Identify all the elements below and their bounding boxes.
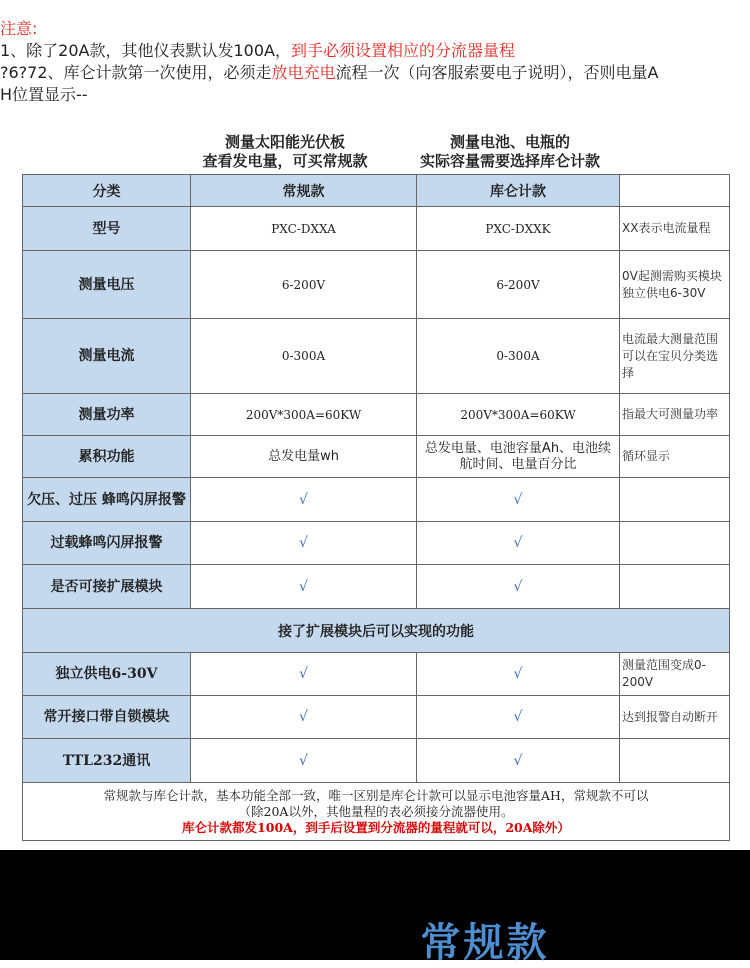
check-icon: √ bbox=[191, 696, 417, 739]
footer-line1: 常规款与库仑计款，基本功能全部一致，唯一区别是库仑计款可以显示电池容量AH，常规款不可以 bbox=[103, 787, 649, 803]
check-icon: √ bbox=[191, 478, 417, 522]
check-icon: √ bbox=[191, 565, 417, 609]
check-icon: √ bbox=[417, 478, 620, 522]
row-label: 独立供电6-30V bbox=[23, 653, 191, 696]
check-icon: √ bbox=[417, 696, 620, 739]
row-label: 型号 bbox=[23, 207, 191, 251]
header-regular-desc bbox=[185, 133, 385, 171]
cell-regular: 6-200V bbox=[191, 251, 417, 319]
table-row bbox=[23, 739, 730, 783]
row-label: 欠压、过压 蜂鸣闪屏报警 bbox=[23, 478, 191, 522]
table-headers bbox=[0, 133, 750, 173]
table-row bbox=[23, 251, 730, 319]
notice-line2-highlight: 放电充电 bbox=[271, 63, 336, 82]
col-coulomb-header: 库仑计款 bbox=[417, 175, 620, 207]
row-label: 测量电流 bbox=[23, 319, 191, 394]
cell-regular: PXC-DXXA bbox=[191, 207, 417, 251]
table-row bbox=[23, 653, 730, 696]
cell-coulomb: 6-200V bbox=[417, 251, 620, 319]
check-icon: √ bbox=[191, 739, 417, 783]
cell-note: 指最大可测量功率 bbox=[620, 394, 730, 436]
cell-note bbox=[620, 522, 730, 565]
footer-row bbox=[23, 783, 730, 841]
row-label: 累积功能 bbox=[23, 436, 191, 478]
check-icon: √ bbox=[417, 739, 620, 783]
banner-title: 常规款 bbox=[420, 920, 550, 966]
cell-note: 达到报警自动断开 bbox=[620, 696, 730, 739]
row-label: 测量功率 bbox=[23, 394, 191, 436]
cell-note: 循环显示 bbox=[620, 436, 730, 478]
table-row bbox=[23, 478, 730, 522]
header-coulomb-line1: 测量电池、电瓶的 bbox=[449, 133, 570, 151]
table-row bbox=[23, 207, 730, 251]
cell-coulomb: 200V*300A=60KW bbox=[417, 394, 620, 436]
notice-title: 注意: bbox=[0, 19, 38, 38]
cell-regular: 总发电量wh bbox=[191, 436, 417, 478]
section-title: 接了扩展模块后可以实现的功能 bbox=[23, 609, 730, 653]
cell-coulomb: 0-300A bbox=[417, 319, 620, 394]
cell-note bbox=[620, 739, 730, 783]
notice-block bbox=[0, 18, 750, 106]
cell-note: 电流最大测量范围可以在宝贝分类选择 bbox=[620, 319, 730, 394]
col-regular-header: 常规款 bbox=[191, 175, 417, 207]
table-row bbox=[23, 565, 730, 609]
notice-line2-text: ?6?72、库仑计款第一次使用，必须走 bbox=[0, 63, 272, 82]
row-label: 是否可接扩展模块 bbox=[23, 565, 191, 609]
table-header-row bbox=[23, 175, 730, 207]
cell-note bbox=[620, 565, 730, 609]
row-label: 常开接口带自锁模块 bbox=[23, 696, 191, 739]
check-icon: √ bbox=[417, 565, 620, 609]
cell-regular: 200V*300A=60KW bbox=[191, 394, 417, 436]
row-label: TTL232通讯 bbox=[23, 739, 191, 783]
footer-line3: 库仑计款都发100A，到手后设置到分流器的量程就可以，20A除外） bbox=[182, 819, 570, 835]
section-row bbox=[23, 609, 730, 653]
cell-note: XX表示电流量程 bbox=[620, 207, 730, 251]
table-row bbox=[23, 522, 730, 565]
header-regular-line1: 测量太阳能光伏板 bbox=[224, 133, 345, 151]
check-icon: √ bbox=[191, 522, 417, 565]
table-row bbox=[23, 394, 730, 436]
cell-regular: 0-300A bbox=[191, 319, 417, 394]
notice-line2-tail: 流程一次（向客服索要电子说明），否则电量A bbox=[335, 63, 659, 82]
check-icon: √ bbox=[191, 653, 417, 696]
header-coulomb-line2: 实际容量需要选择库仑计款 bbox=[419, 152, 600, 170]
header-coulomb-desc bbox=[390, 133, 630, 171]
header-regular-line2: 查看发电量，可买常规款 bbox=[202, 152, 368, 170]
cell-coulomb: PXC-DXXK bbox=[417, 207, 620, 251]
notice-line3-text: H位置显示-- bbox=[0, 85, 88, 104]
comparison-table bbox=[22, 174, 730, 841]
table-row bbox=[23, 696, 730, 739]
check-icon: √ bbox=[417, 653, 620, 696]
row-label: 过载蜂鸣闪屏报警 bbox=[23, 522, 191, 565]
cell-note: 测量范围变成0-200V bbox=[620, 653, 730, 696]
footer-line2: （除20A以外，其他量程的表必须接分流器使用。 bbox=[238, 803, 514, 819]
table-row bbox=[23, 436, 730, 478]
notice-line1-highlight: 到手必须设置相应的分流器量程 bbox=[290, 41, 515, 60]
footer-note bbox=[23, 783, 730, 841]
row-label: 测量电压 bbox=[23, 251, 191, 319]
cell-coulomb: 总发电量、电池容量Ah、电池续航时间、电量百分比 bbox=[417, 436, 620, 478]
table-row bbox=[23, 319, 730, 394]
notice-line1-text: 1、除了20A款，其他仪表默认发100A， bbox=[0, 41, 291, 60]
cell-note: 0V起测需购买模块 独立供电6-30V bbox=[620, 251, 730, 319]
cell-note bbox=[620, 478, 730, 522]
check-icon: √ bbox=[417, 522, 620, 565]
col-note-header bbox=[620, 175, 730, 207]
col-category-header: 分类 bbox=[23, 175, 191, 207]
